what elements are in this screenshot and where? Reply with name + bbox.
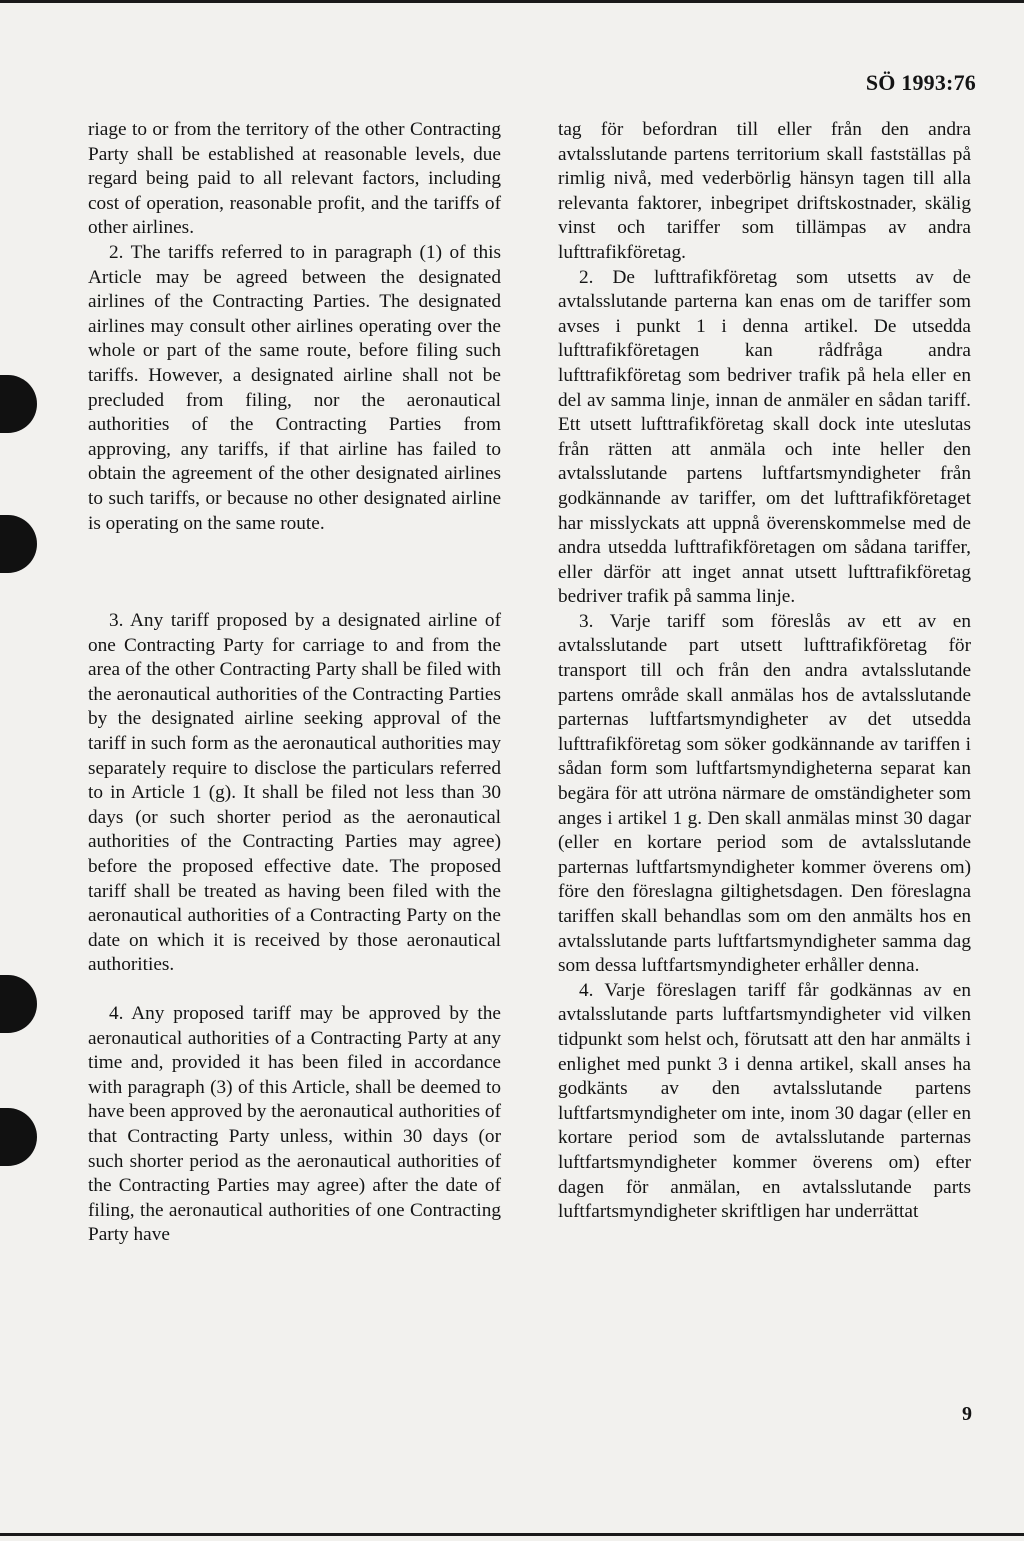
punch-hole-2 [0,515,37,573]
swedish-paragraph-3: 3. Varje tariff som föreslås av ett av en avtalsslutande part utsett lufttrafikföretag för transport till och från den andra avtalsslutande partens område skall anmälas hos de avtalsslutande parternas luftfartsmyndigheter av det utsedda lufttrafikföretag som söker godkännande av tariffen i sådan form som luftfartsmyndigheterna separat kan begära för att utröna närmare de omständigheter som anges i artikel 1 g. Den skall anmälas minst 30 dagar (eller en kortare period som de avtalsslutande parternas luftfartsmyndigheter kommer överens om) före den föreslagna giltighetsdagen. Den föreslagna tariffen skall behandlas som om den anmälts hos en avtalsslutande parts luftfartsmyndigheter samma dag som dessa luftfartsmyndigheter erhåller denna. [558,610,971,977]
english-column [88,118,501,1248]
english-paragraph-3: 3. Any tariff proposed by a designated airline of one Contracting Party for carriage to and from the area of the other Contracting Party shall be filed with the aeronautical authorities of the Contracting Parties by the designated airline seeking approval of the tariff in such form as the aeronautical authorities may separately require to disclose the particulars referred to in Article 1 (g). It shall be filed not less than 30 days (or such shorter period as the aeronautical authorities of the Contracting Parties may agree) before the proposed effective date. The proposed tariff shall be treated as having been filed with the aeronautical authorities of a Contracting Party on the date on which it is received by those aeronautical authorities. [88,610,501,976]
swedish-paragraph-4: 4. Varje föreslagen tariff får godkännas av en avtalsslutande parts luftfartsmyndigheter vid vilken tidpunkt som helst och, förutsatt att den har anmälts i enlighet med punkt 3 i denna artikel, skall anses ha godkänts av den avtalsslutande partens luftfartsmyndigheter om inte, inom 30 dagar (eller en kortare period som de avtalsslutande parternas luftfartsmyndigheter kommer överens om) efter dagen för anmälan, en avtalsslutande parts luftfartsmyndigheter skriftligen har underrättat [558,979,971,1223]
bottom-scan-border [0,1533,1024,1536]
punch-hole-1 [0,375,37,433]
english-paragraph-1: riage to or from the territory of the other Contracting Party shall be established at reasonable levels, due regard being paid to all relevant factors, including cost of operation, reasonable profit, and the tariffs of other airlines. [88,119,501,239]
english-paragraph-4: 4. Any proposed tariff may be approved by the aeronautical authorities of a Contracting Party at any time and, provided it has been filed in accordance with paragraph (3) of this Article, shall be deemed to have been approved by the aeronautical authorities of that Contracting Party unless, within 30 days (or such shorter period as the aeronautical authorities of the Contracting Parties may agree) after the date of filing, the aeronautical authorities of one Contracting Party have [88,1003,501,1246]
swedish-column [558,118,971,1225]
punch-hole-4 [0,1108,37,1166]
swedish-paragraph-1: tag för befordran till eller från den andra avtalsslutande partens territorium skall fastställas på rimlig nivå, med vederbörlig hänsyn tagen till alla relevanta faktorer, inbegripet driftskostnader, skälig vinst och tariffer som tillämpas av andra lufttrafikföretag. [558,119,971,263]
document-reference: SÖ 1993:76 [865,70,976,95]
swedish-paragraph-2: 2. De lufttrafikföretag som utsetts av de avtalsslutande parterna kan enas om de tariffer som avses i punkt 1 i denna artikel. De utsedda lufttrafikföretagen kan rådfråga andra lufttrafikföretag som bedriver trafik på hela eller en del av samma linje, innan de anmäler en sådan tariff. Ett utsett lufttrafikföretag skall dock inte uteslutas från rätten att anmäla och inte heller den avtalsslutande partens luftfartsmyndigheter från godkännande av tariffer, om det lufttrafikföretaget har misslyckats att uppnå överenskommelse med de andra utsedda lufttrafikföretagen om sådana tariffer, eller därför att inget annat utsett lufttrafikföretag bedriver trafik på samma linje. [558,266,971,608]
page-number: 9 [962,1403,972,1425]
top-scan-border [0,0,1024,3]
punch-hole-3 [0,975,37,1033]
english-paragraph-2: 2. The tariffs referred to in paragraph (1) of this Article may be agreed between the designated airlines of the Contracting Parties. The designated airlines may consult other airlines operating over the whole or part of the same route, before filing such tariffs. However, a designated airline shall not be precluded from filing, nor the aeronautical authorities of the Contracting Parties from approving, any tariffs, if that airline has failed to obtain the agreement of the other designated airlines to such tariffs, or because no other designated airline is operating on the same route. [88,241,501,534]
